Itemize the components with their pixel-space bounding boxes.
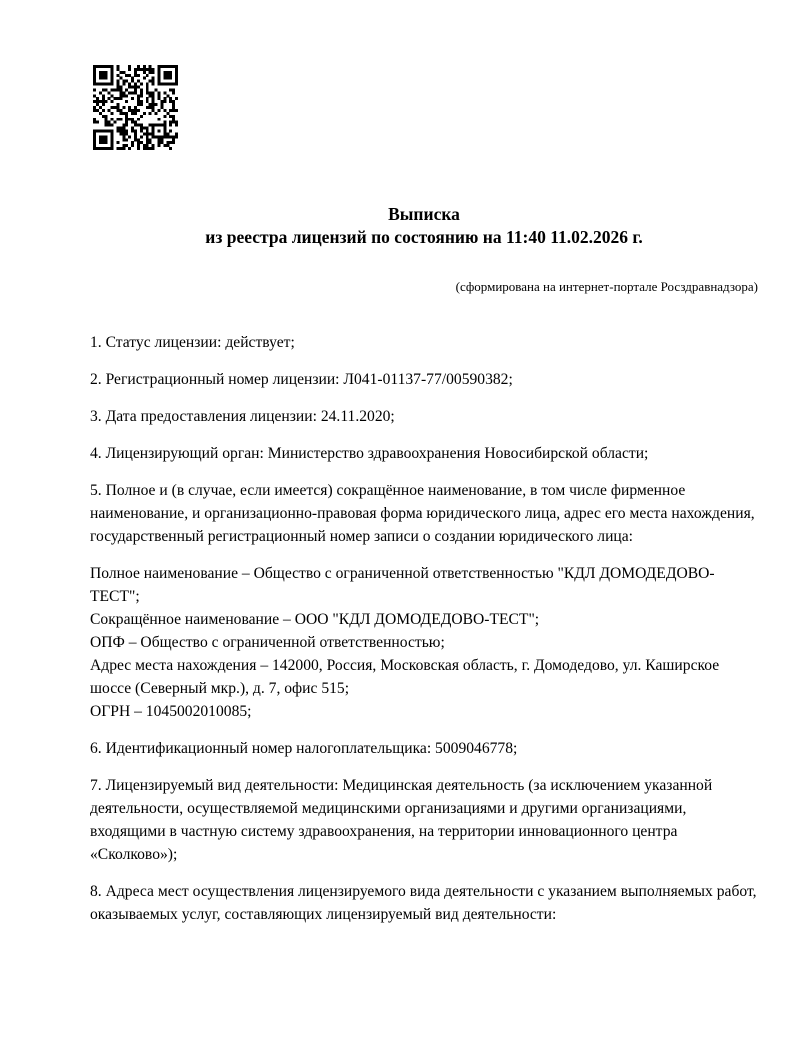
line-full-name: Полное наименование – Общество с ограниченной ответственностью "КДЛ ДОМОДЕДОВО-ТЕСТ"; — [90, 565, 715, 605]
qr-code — [93, 65, 178, 150]
title-line-2: из реестра лицензий по состоянию на 11:40 11.02.2026 г. — [205, 227, 643, 247]
paragraph-registration-number: 2. Регистрационный номер лицензии: Л041-01137-77/00590382; — [90, 371, 513, 388]
document-content — [90, 203, 758, 940]
line-short-name: Сокращённое наименование – ООО "КДЛ ДОМОДЕДОВО-ТЕСТ"; — [90, 611, 540, 628]
org-details-block — [90, 562, 758, 723]
paragraph-license-status: 1. Статус лицензии: действует; — [90, 334, 295, 351]
paragraph-activity-addresses-intro: 8. Адреса мест осуществления лицензируемого вида деятельности с указанием выполняемых работ, оказываемых услуг, составляющих лицензируемый вид деятельности: — [90, 883, 757, 923]
line-opf: ОПФ – Общество с ограниченной ответственностью; — [90, 634, 445, 651]
line-ogrn: ОГРН – 1045002010085; — [90, 703, 252, 720]
qr-code-image — [93, 65, 178, 150]
document-title — [90, 203, 758, 249]
paragraph-activity-type: 7. Лицензируемый вид деятельности: Медицинская деятельность (за исключением указанной деятельности, осуществляемой медицинскими организациями и другими организациями, входящими в частную систему здравоохранения, на территории инновационного центра «Сколково»); — [90, 777, 713, 863]
document-body — [90, 331, 758, 926]
paragraph-inn: 6. Идентификационный номер налогоплательщика: 5009046778; — [90, 740, 518, 757]
title-line-1: Выписка — [388, 204, 460, 224]
paragraph-grant-date: 3. Дата предоставления лицензии: 24.11.2020; — [90, 408, 395, 425]
paragraph-org-names-intro: 5. Полное и (в случае, если имеется) сокращённое наименование, в том числе фирменное наименование, и организационно-правовая форма юридического лица, адрес его места нахождения, государственный регистрационный номер записи о создании юридического лица: — [90, 482, 755, 545]
paragraph-licensing-authority: 4. Лицензирующий орган: Министерство здравоохранения Новосибирской области; — [90, 445, 649, 462]
line-address: Адрес места нахождения – 142000, Россия, Московская область, г. Домодедово, ул. Каширское шоссе (Северный мкр.), д. 7, офис 515; — [90, 657, 720, 697]
formation-note: (сформирована на интернет-портале Росздравнадзора) — [455, 279, 758, 294]
